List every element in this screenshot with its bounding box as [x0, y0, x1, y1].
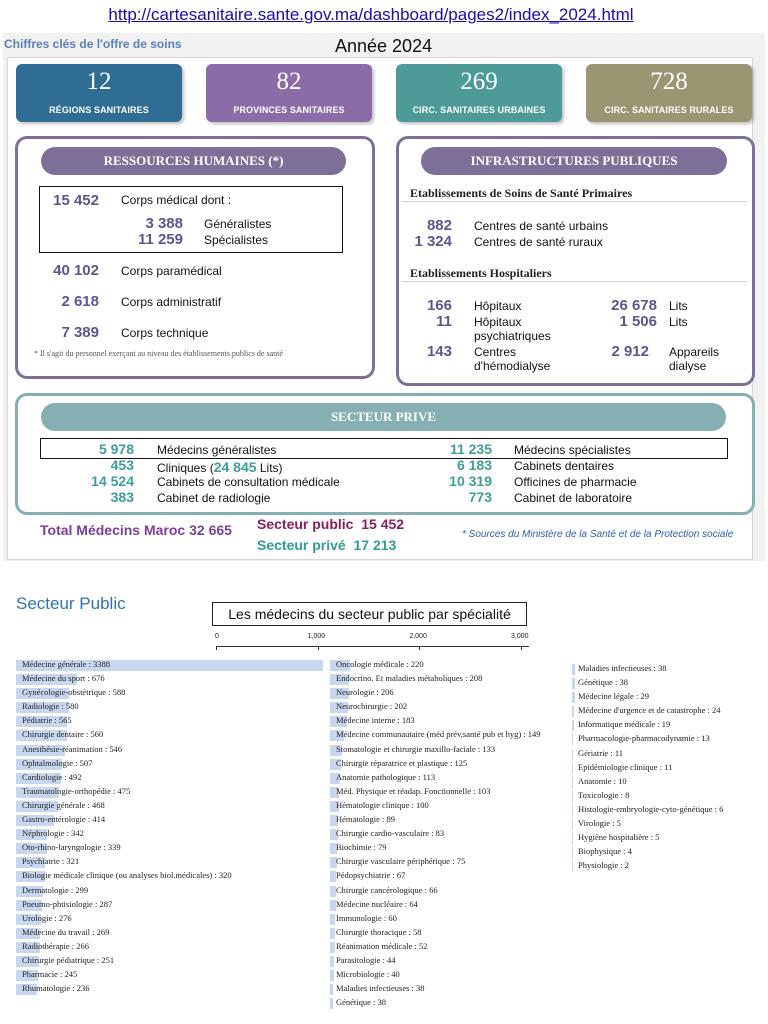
chart-bar-label: Maladies infectieuses : 38: [336, 983, 425, 994]
tile-rurales-label: CIRC. SANITAIRES RURALES: [604, 105, 734, 115]
chart-bar-label: Chirurgie pédiatrique : 251: [22, 954, 115, 965]
infra-essp-title: Etablissements de Soins de Santé Primaires: [410, 186, 633, 200]
prive-cons-value: 14 524: [91, 473, 134, 489]
chart-bar-label: Gériatrie : 11: [578, 747, 623, 758]
chart-bar-label: Chirurgie dentaire : 560: [22, 729, 104, 740]
chart-bar-label: Anatomie pathologique : 113: [336, 771, 436, 782]
chart-bar-label: Réanimation médicale : 52: [336, 940, 428, 951]
chart-bar: [330, 984, 333, 995]
tile-provinces-value: 82: [276, 68, 302, 95]
prive-gen-value: 5 978: [98, 441, 134, 457]
infra-psy-value: 11: [436, 313, 452, 330]
chart-bar-label: Oncologie médicale : 220: [336, 659, 424, 669]
chart-bar-label: Urologie : 276: [22, 912, 72, 923]
rh-para-value: 40 102: [53, 262, 99, 279]
chart-bar: [572, 819, 573, 830]
chart-bar-label: Rhumatologie : 236: [22, 983, 90, 994]
chart-bar-label: Chirurgie réparatrice et plastique : 125: [336, 757, 468, 768]
infra-rur-value: 1 324: [414, 233, 452, 250]
prive-cons-label: Cabinets de consultation médicale: [157, 475, 340, 489]
chart-bar-label: Anesthésie-réanimation : 546: [22, 743, 123, 754]
infra-lits1-label: Lits: [669, 299, 688, 313]
rh-medical-label: Corps médical dont :: [121, 193, 232, 207]
prive-gen-label: Médecins généralistes: [157, 443, 277, 457]
chart-x-axis: [216, 646, 529, 647]
chart-bar-label: Dermatologie : 299: [22, 884, 89, 895]
tile-regions: [16, 64, 182, 122]
rh-title: RESSOURCES HUMAINES (*): [41, 147, 346, 175]
tile-regions-label: RÉGIONS SANITAIRES: [49, 105, 149, 115]
chart-bar-label: Gynécologie-obstétrique : 588: [22, 687, 126, 698]
sources-note: * Sources du Ministère de la Santé et de la Protection sociale: [462, 529, 734, 540]
chart-bar-label: Pharmacologie-pharmacodynamie : 13: [578, 733, 710, 744]
total-public: [257, 516, 404, 532]
prive-radio-value: 383: [110, 489, 134, 505]
chart-bar: [330, 956, 334, 967]
prive-title: SECTEUR PRIVE: [41, 403, 726, 431]
chart-bar-label: Néphrologie : 342: [22, 828, 84, 839]
tile-regions-value: 12: [86, 68, 112, 95]
total-public-label: Secteur public: [257, 516, 354, 532]
prive-dent-label: Cabinets dentaires: [514, 459, 615, 473]
chart-bar-label: Biophysique : 4: [578, 846, 632, 857]
section-title: Secteur Public: [16, 594, 126, 613]
chart-bar-label: Génétique : 38: [578, 677, 629, 688]
infra-urb-value: 882: [426, 217, 452, 234]
prive-pharm-value: 10 319: [449, 473, 492, 489]
chart-bar-label: Radiologie : 580: [22, 701, 79, 712]
chart-bar-label: Cardiologie : 492: [22, 771, 82, 782]
rh-gen-label: Généralistes: [204, 217, 272, 231]
chart-bar-label: Neurologie : 206: [336, 687, 394, 698]
tile-urbaines: [396, 64, 562, 122]
prive-pharm-label: Officines de pharmacie: [514, 475, 637, 489]
total-medecins-label: Total Médecins Maroc: [40, 522, 186, 538]
chart-bar: [572, 777, 573, 788]
chart-bar-label: Endocrino. Et maladies métaboliques : 208: [336, 673, 483, 684]
tile-rurales: [586, 64, 752, 122]
chart-bar-label: Chirurgie générale : 468: [22, 799, 105, 810]
chart-bar: [572, 805, 573, 816]
chart-bar-label: Toxicologie : 8: [578, 789, 630, 800]
chart-tick-label: 2,000: [409, 633, 427, 640]
chart-bar-label: Pneumo-phtisiologie : 287: [22, 898, 113, 909]
chart-bar-label: Médecine du travail : 269: [22, 926, 110, 937]
chart-bar-label: Stomatologie et chirurgie maxillo-faciale : 133: [336, 743, 496, 754]
total-public-value: 15 452: [361, 516, 405, 532]
prive-cli-lits-value: 24 845: [213, 459, 257, 475]
prive-cli-label-a: Cliniques (: [157, 461, 214, 475]
chart-bar-label: Epidémiologie clinique : 11: [578, 761, 673, 772]
page-url-link[interactable]: http://cartesanitaire.sante.gov.ma/dashboard/pages2/index_2024.html: [108, 5, 634, 24]
chart-bar-label: Chirurgie vasculaire périphérique : 75: [336, 856, 466, 867]
infra-hemo-label: Centres d'hémodialyse: [474, 345, 551, 373]
infra-urb-label: Centres de santé urbains: [474, 219, 609, 233]
tile-urbaines-label: CIRC. SANITAIRES URBAINES: [412, 105, 546, 115]
chart-bar-label: Pédiatrie : 565: [22, 715, 72, 726]
tile-provinces-label: PROVINCES SANITAIRES: [233, 105, 345, 115]
chart-tick-mark: [521, 646, 522, 650]
chart-bar-label: Médecine communautaire (méd prév,santé pub et hyg) : 149: [336, 729, 541, 740]
chart-bar: [572, 664, 575, 675]
chart-bar-label: Pédopsychiatrie : 67: [336, 870, 406, 881]
chart-bar: [572, 692, 575, 703]
rh-admin-label: Corps administratif: [121, 295, 222, 309]
chart-title: Les médecins du secteur public par spécialité: [212, 602, 527, 626]
prive-spe-label: Médecins spécialistes: [514, 443, 631, 457]
total-medecins: [40, 522, 232, 538]
chart-bar-label: Médecine d'urgence et de catastrophe : 24: [578, 705, 721, 716]
prive-labo-label: Cabinet de laboratoire: [514, 491, 633, 505]
rh-tech-label: Corps technique: [121, 326, 209, 340]
prive-spe-value: 11 235: [449, 441, 492, 457]
infra-rur-label: Centres de santé ruraux: [474, 235, 603, 249]
chart-bar: [572, 847, 573, 858]
chart-bar-label: Histologie-embryologie-cyto-génétique : 6: [578, 803, 724, 814]
prive-labo-value: 773: [468, 489, 492, 505]
chart-bar-label: Chirurgie cardio-vasculaire : 83: [336, 828, 445, 839]
infra-lits2-value: 1 506: [619, 313, 657, 330]
chart-bar: [330, 998, 333, 1009]
chart-bar-label: Virologie : 5: [578, 818, 621, 829]
chart-bar: [572, 734, 573, 745]
chart-bar: [572, 749, 573, 760]
chart-bar: [330, 928, 335, 939]
chart-bar: [330, 970, 334, 981]
chart-tick-mark: [318, 646, 319, 650]
prive-cli-label: [157, 459, 283, 475]
chart-bar: [572, 706, 574, 717]
total-prive: [257, 537, 396, 553]
chart-bar: [572, 720, 574, 731]
chart-bar-label: Médecine interne : 183: [336, 715, 415, 726]
chart-tick-label: 3,000: [511, 633, 529, 640]
infra-hop-value: 166: [426, 297, 452, 314]
chart-bar-label: Chirurgie cancérologique : 66: [336, 884, 438, 895]
infra-psy-label: Hôpitaux psychiatriques: [474, 315, 551, 343]
infra-sep-2: [402, 281, 747, 282]
chart-bar-label: Immunologie : 60: [336, 912, 397, 923]
dashboard-label: Chiffres clés de l'offre de soins: [4, 37, 182, 51]
infra-hosp-title: Etablissements Hospitaliers: [410, 266, 552, 280]
rh-para-label: Corps paramédical: [121, 264, 222, 278]
infra-lits2-label: Lits: [669, 315, 688, 329]
chart-bar-label: Traumatologie-orthopédie : 475: [22, 785, 131, 796]
chart-bar: [330, 900, 336, 911]
chart-bar-label: Physiologie : 2: [578, 860, 630, 871]
total-prive-value: 17 213: [353, 537, 397, 553]
chart-bar-label: Ophtalmologie : 507: [22, 757, 93, 768]
total-prive-label: Secteur privé: [257, 537, 346, 553]
chart-bar-label: Parasitologie : 44: [336, 954, 396, 965]
chart-bar-label: Pharmacie : 245: [22, 969, 78, 980]
chart-bar-label: Radiothérapie : 266: [22, 940, 90, 951]
chart-tick-mark: [419, 646, 420, 650]
infra-app-value: 2 912: [611, 343, 649, 360]
chart-bar-label: Gastro-entérologie : 414: [22, 814, 106, 825]
chart-bar-label: Génétique : 38: [336, 997, 387, 1008]
prive-cli-value: 453: [110, 457, 134, 473]
chart-bar: [330, 914, 335, 925]
tile-rurales-value: 728: [650, 68, 688, 95]
infra-hemo-value: 143: [426, 343, 452, 360]
rh-footnote: * Il s'agit du personnel exerçant au niveau des établissements publics de santé: [34, 349, 283, 358]
chart-bar: [572, 861, 573, 872]
chart-bar-label: Hygiène hospitalière : 5: [578, 832, 660, 843]
chart-bar-label: Psychiatrie : 321: [22, 856, 80, 867]
chart-bar: [572, 791, 573, 802]
tile-provinces: [206, 64, 372, 122]
chart-bar-label: Chirurgie thoracique : 58: [336, 926, 422, 937]
chart-bar: [572, 678, 575, 689]
chart-bar: [330, 942, 335, 953]
chart-bar-label: Méd. Physique et réadap. Fonctionnelle : 103: [336, 785, 491, 796]
infra-sep-1: [402, 201, 747, 202]
rh-tech-value: 7 389: [61, 324, 99, 341]
chart-bar: [572, 763, 573, 774]
chart-bar-label: Biochimie : 79: [336, 842, 387, 853]
chart-bar-label: Médecine du sport : 676: [22, 673, 105, 684]
chart-bar-label: Anatomie : 10: [578, 775, 627, 786]
chart-bar-label: Microbiologie : 40: [336, 969, 400, 980]
chart-bar-label: Médecine nucléaire : 64: [336, 898, 418, 909]
chart-bar-label: Médecine légale : 29: [578, 691, 650, 702]
chart-tick-mark: [216, 646, 217, 650]
infra-lits1-value: 26 678: [611, 297, 657, 314]
rh-admin-value: 2 618: [61, 293, 99, 310]
year-title: Année 2024: [335, 36, 433, 56]
infra-hop-label: Hôpitaux: [474, 299, 522, 313]
chart-bar-label: Neurochirurgie : 202: [336, 701, 408, 712]
chart-bar: [572, 833, 573, 844]
chart-tick-label: 1,000: [307, 633, 326, 640]
chart-bar-label: Maladies infectieuses : 38: [578, 663, 667, 673]
chart-bar-label: Informatique médicale : 19: [578, 719, 671, 730]
chart-bar-label: Médecine générale : 3388: [22, 659, 111, 669]
infra-app-label: Appareils dialyse: [669, 345, 720, 373]
total-medecins-value: 32 665: [189, 522, 232, 538]
rh-spe-label: Spécialistes: [204, 233, 269, 247]
chart-bar-label: Hématologie clinique : 100: [336, 799, 429, 810]
tile-urbaines-value: 269: [460, 68, 498, 95]
chart-tick-label: 0: [215, 633, 219, 640]
rh-spe-value: 11 259: [137, 231, 183, 248]
prive-dent-value: 6 183: [456, 457, 492, 473]
prive-radio-label: Cabinet de radiologie: [157, 491, 271, 505]
infra-title: INFRASTRUCTURES PUBLIQUES: [421, 147, 727, 175]
rh-medical-value: 15 452: [53, 192, 99, 209]
rh-gen-value: 3 388: [145, 215, 183, 232]
chart-bar-label: Biologie médicale clinique (ou analyses biol.médicales) : 320: [22, 870, 232, 881]
chart-bar-label: Hématologie : 89: [336, 814, 396, 825]
chart-bar-label: Oto-rhino-laryngologie : 339: [22, 842, 121, 853]
prive-cli-label-b: Lits): [259, 461, 283, 475]
